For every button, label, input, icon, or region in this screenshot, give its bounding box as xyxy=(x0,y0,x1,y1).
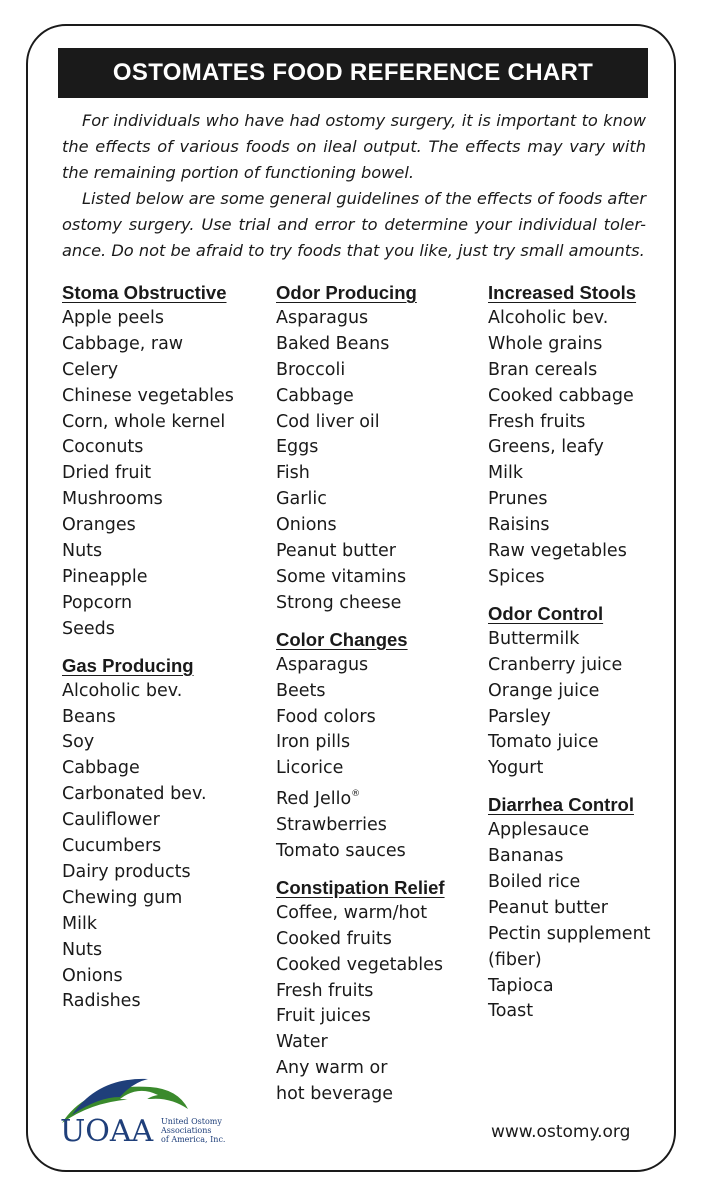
food-item: Yogurt xyxy=(488,758,544,779)
food-item: Red Jello® xyxy=(276,789,361,810)
food-item: Cauliflower xyxy=(62,810,160,831)
food-item: Broccoli xyxy=(276,359,346,380)
intro-text xyxy=(62,108,646,264)
food-item: Celery xyxy=(62,359,119,380)
section-title: Gas Producing xyxy=(62,654,194,676)
food-item: Cod liver oil xyxy=(276,411,380,432)
food-item: Licorice xyxy=(276,758,344,779)
food-item: Toast xyxy=(488,1001,534,1022)
food-item: Cabbage xyxy=(62,758,140,779)
section-title: Odor Producing xyxy=(276,282,417,303)
food-item: (fiber) xyxy=(488,949,542,970)
food-item: Dairy products xyxy=(62,861,191,882)
food-item: Cucumbers xyxy=(62,836,162,857)
section-title: Stoma Obstructive xyxy=(62,282,227,303)
food-item: Carbonated bev. xyxy=(62,784,207,805)
food-item: Asparagus xyxy=(276,654,369,675)
food-item: Raisins xyxy=(488,515,550,536)
food-item: Peanut butter xyxy=(488,897,608,918)
food-item: Oranges xyxy=(62,515,136,536)
food-item: Milk xyxy=(488,463,523,484)
food-item: Baked Beans xyxy=(276,333,390,354)
food-item: Food colors xyxy=(276,706,376,727)
section-title: Diarrhea Control xyxy=(488,794,634,816)
food-item: Milk xyxy=(62,913,97,934)
food-item: Buttermilk xyxy=(488,628,580,649)
food-item: Fresh fruits xyxy=(488,411,586,432)
food-item: Strawberries xyxy=(276,815,387,836)
logo-org-name: United Ostomy Associations of America, Inc. xyxy=(161,1117,226,1144)
food-item: Tomato sauces xyxy=(276,841,406,862)
food-item: Fruit juices xyxy=(276,1006,371,1027)
food-item: Asparagus xyxy=(276,307,369,328)
food-section xyxy=(276,627,481,865)
food-item: Corn, whole kernel xyxy=(62,411,226,432)
food-section xyxy=(276,875,481,1108)
column-2 xyxy=(276,280,481,1118)
food-section xyxy=(62,653,262,1016)
food-item: Prunes xyxy=(488,489,548,510)
food-item: Cooked fruits xyxy=(276,928,392,949)
food-section xyxy=(276,280,481,617)
food-item: Beans xyxy=(62,706,116,727)
food-item: Beets xyxy=(276,680,326,701)
food-item: Seeds xyxy=(62,618,115,639)
food-item: Onions xyxy=(62,965,123,986)
food-item: Popcorn xyxy=(62,592,133,613)
food-item: Fresh fruits xyxy=(276,980,374,1001)
food-item: Boiled rice xyxy=(488,871,581,892)
food-item: Whole grains xyxy=(488,333,603,354)
section-title: Constipation Relief xyxy=(276,876,445,898)
chart-title: OSTOMATES FOOD REFERENCE CHART xyxy=(58,48,648,98)
food-item: Apple peels xyxy=(62,307,165,328)
food-item: Parsley xyxy=(488,706,551,727)
section-title: Color Changes xyxy=(276,628,408,650)
food-item: Bran cereals xyxy=(488,359,598,380)
food-item: Spices xyxy=(488,566,545,587)
column-3 xyxy=(488,280,663,1035)
food-item: Bananas xyxy=(488,846,564,867)
logo-abbr: UOAA xyxy=(60,1114,154,1145)
intro-paragraph-2: Listed below are some general guidelines of the effects of foods after ostomy surgery. Use trial and error to determine your individual toler-ance. Do not be afraid to try foods that you like, just try small amounts. xyxy=(62,189,646,260)
food-item: Cooked vegetables xyxy=(276,954,444,975)
food-item: Garlic xyxy=(276,489,327,510)
food-item: Cabbage, raw xyxy=(62,333,184,354)
food-item: Soy xyxy=(62,732,95,753)
section-title: Increased Stools xyxy=(488,282,637,303)
food-item: hot beverage xyxy=(276,1084,394,1105)
food-item: Cabbage xyxy=(276,385,354,406)
food-item: Coconuts xyxy=(62,437,144,458)
food-item: Applesauce xyxy=(488,820,590,841)
food-item: Alcoholic bev. xyxy=(62,680,183,701)
food-item: Peanut butter xyxy=(276,541,396,562)
website-url: www.ostomy.org xyxy=(491,1122,631,1142)
food-item: Chinese vegetables xyxy=(62,385,234,406)
food-item: Tapioca xyxy=(488,975,554,996)
food-item: Raw vegetables xyxy=(488,541,627,562)
food-item: Coffee, warm/hot xyxy=(276,902,428,923)
food-item: Water xyxy=(276,1032,328,1053)
food-item: Dried fruit xyxy=(62,463,152,484)
food-item: Mushrooms xyxy=(62,489,163,510)
food-item: Chewing gum xyxy=(62,887,183,908)
food-section xyxy=(488,792,663,1025)
food-item: Nuts xyxy=(62,939,103,960)
section-title: Odor Control xyxy=(488,602,604,624)
food-section xyxy=(488,280,663,591)
food-item: Some vitamins xyxy=(276,566,407,587)
food-item: Cranberry juice xyxy=(488,654,623,675)
food-item: Alcoholic bev. xyxy=(488,307,609,328)
food-section xyxy=(488,601,663,782)
food-item: Cooked cabbage xyxy=(488,385,634,406)
food-item: Onions xyxy=(276,515,337,536)
food-item: Pectin supplement xyxy=(488,923,651,944)
food-item: Iron pills xyxy=(276,732,351,753)
food-item: Greens, leafy xyxy=(488,437,604,458)
food-item: Fish xyxy=(276,463,310,484)
food-item: Tomato juice xyxy=(488,732,599,753)
column-1 xyxy=(62,280,262,1025)
food-item: Nuts xyxy=(62,541,103,562)
food-item: Any warm or xyxy=(276,1058,388,1079)
food-section xyxy=(62,280,262,643)
food-item: Radishes xyxy=(62,991,141,1012)
intro-paragraph-1: For individuals who have had ostomy surgery, it is important to know the effects of various foods on ileal output. The effects may vary with the remaining portion of functioning bowel. xyxy=(62,111,646,182)
food-item: Strong cheese xyxy=(276,592,402,613)
food-item: Orange juice xyxy=(488,680,600,701)
food-item: Pineapple xyxy=(62,566,148,587)
food-item: Eggs xyxy=(276,437,319,458)
